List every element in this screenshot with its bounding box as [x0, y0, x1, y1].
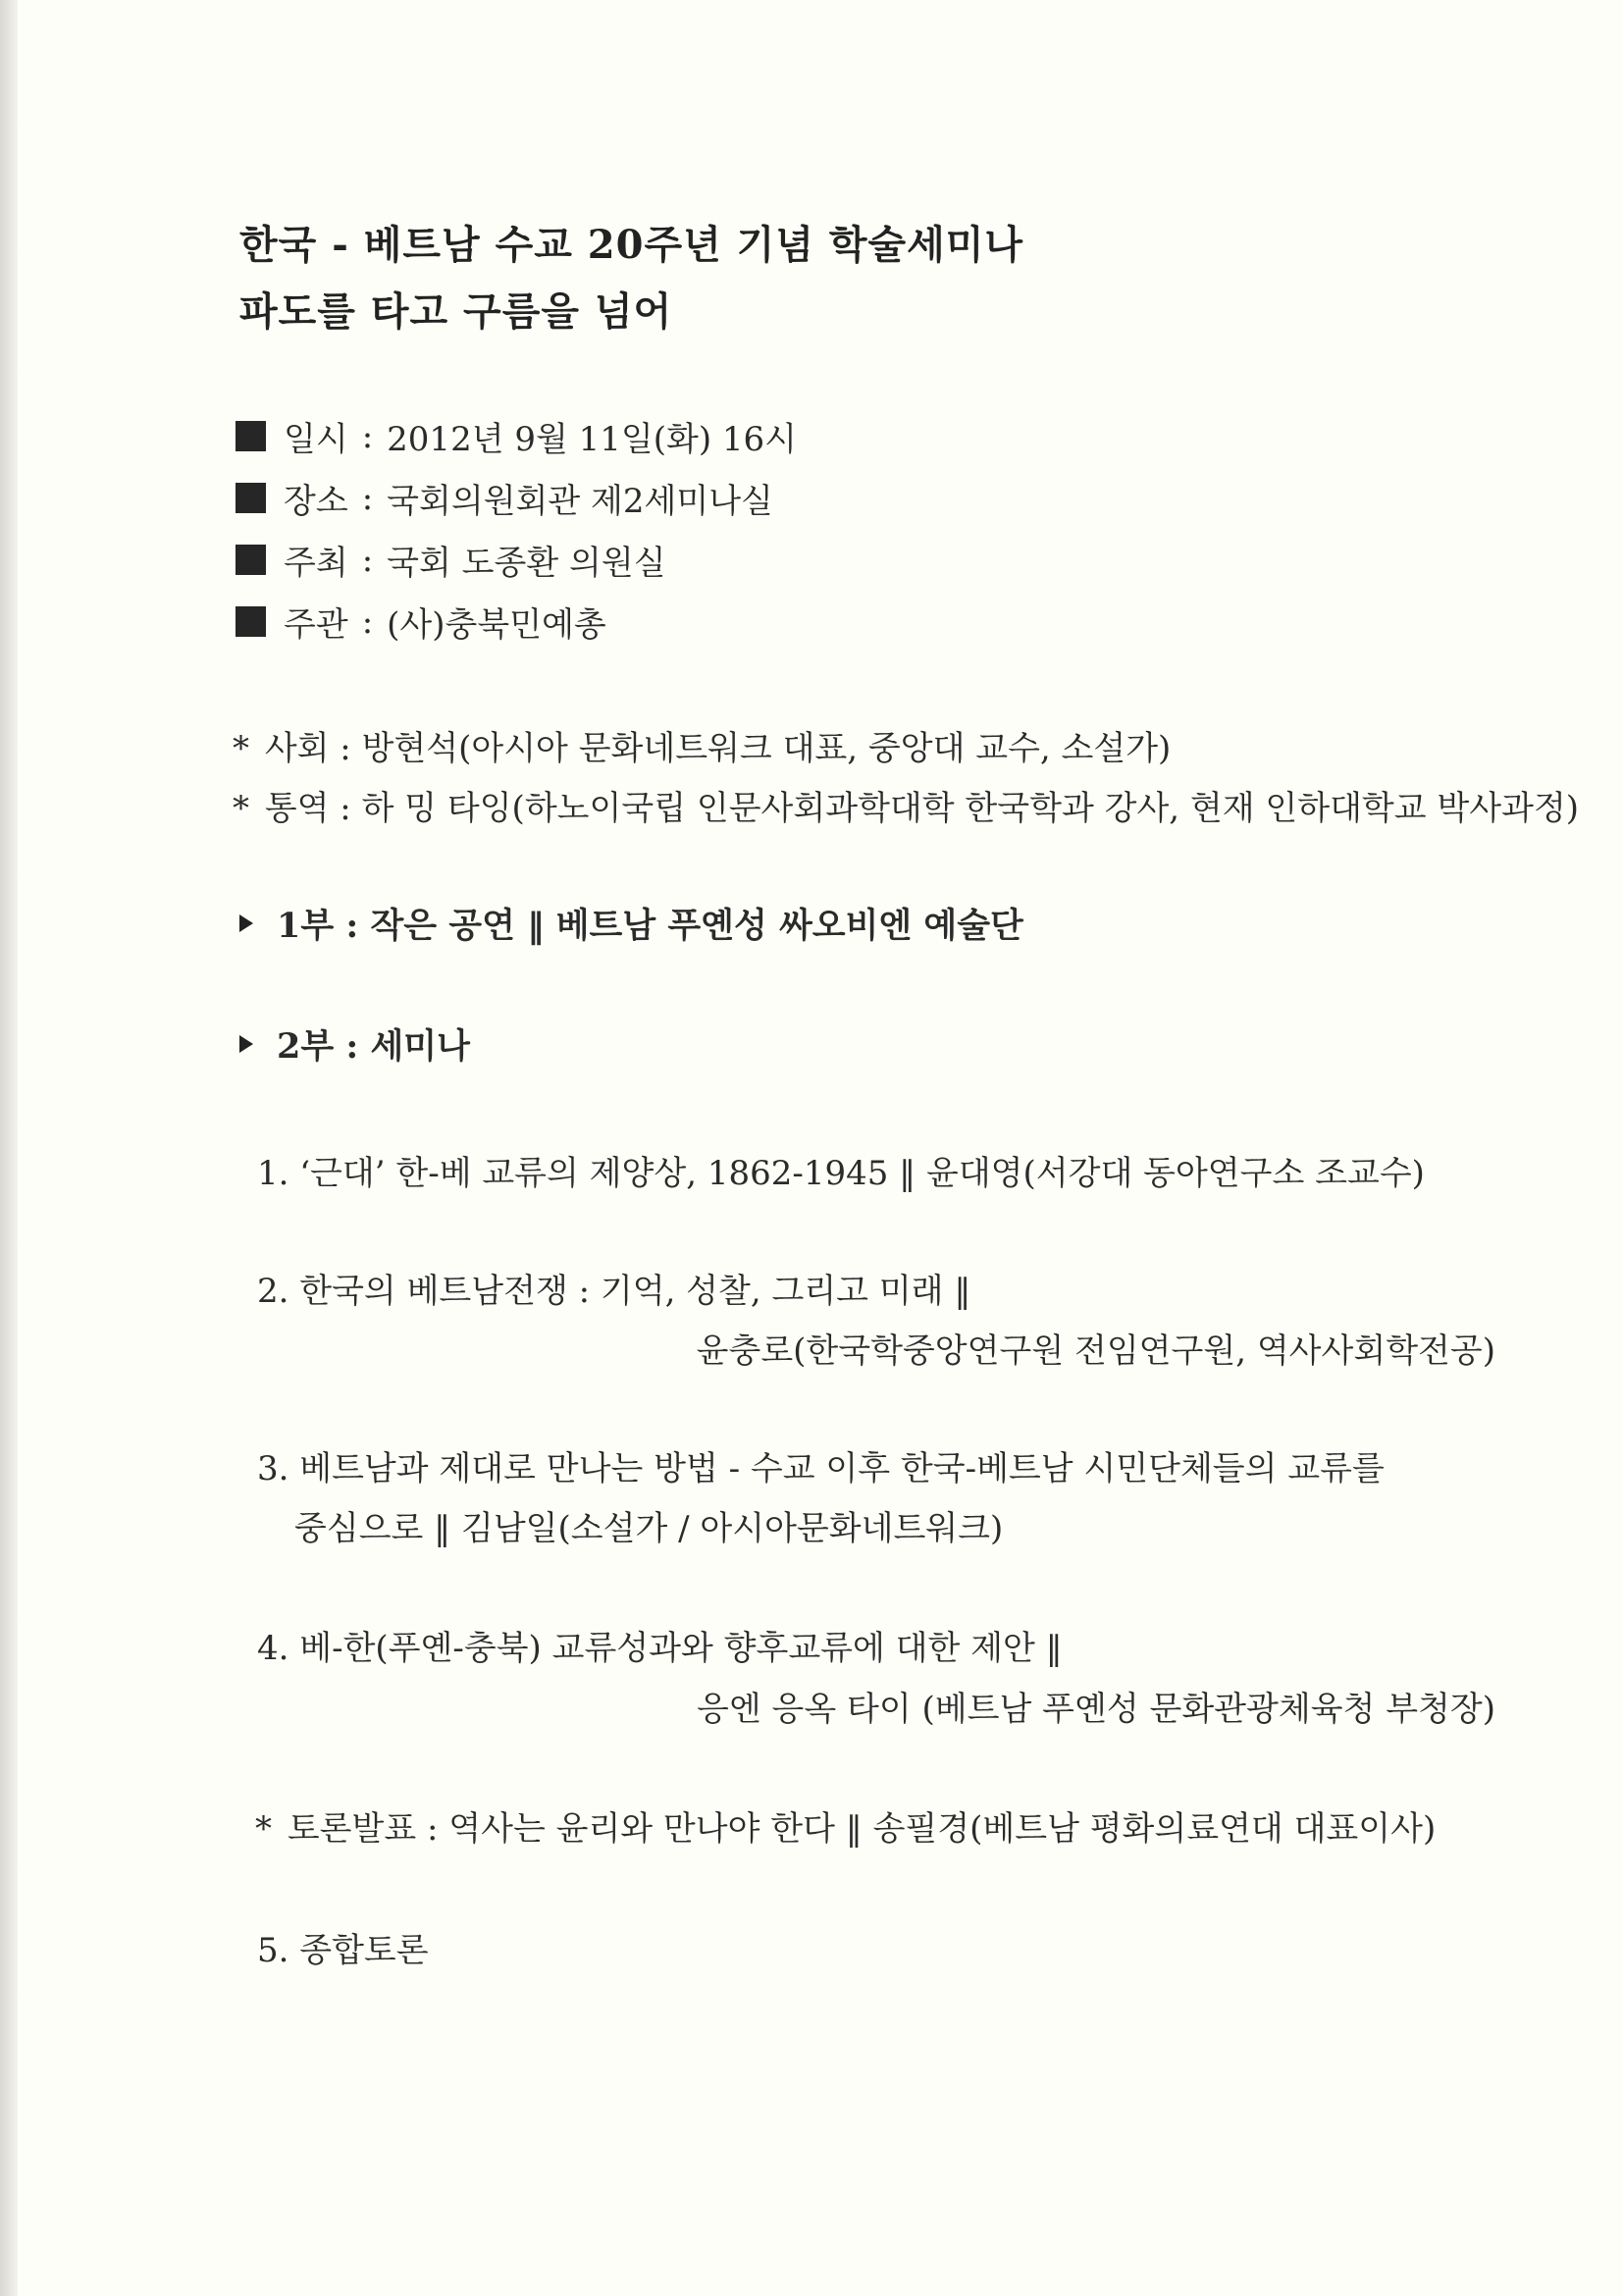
- bullet-square-icon: [236, 545, 266, 575]
- info-label: 장소: [284, 482, 348, 521]
- info-label: 일시: [284, 420, 348, 459]
- session-item-4-line-2: 응엔 응옥 타이 (베트남 푸옌성 문화관광체육청 부청장): [697, 1690, 1495, 1729]
- info-label: 주관: [284, 605, 348, 645]
- part-1-heading: 1부 : 작은 공연 ‖ 베트남 푸옌성 싸오비엔 예술단: [239, 899, 1023, 948]
- info-value: 국회 도종환 의원실: [387, 544, 666, 583]
- bullet-square-icon: [236, 606, 266, 637]
- triangle-right-icon: [239, 1035, 253, 1053]
- info-row-host-org: 주최 : 국회 도종환 의원실: [236, 536, 666, 584]
- session-item-3-line-2: 중심으로 ‖ 김남일(소설가 / 아시아문화네트워크): [294, 1509, 1004, 1548]
- info-value: 2012년 9월 11일(화) 16시: [387, 420, 798, 459]
- scan-edge: [0, 0, 18, 2296]
- bullet-square-icon: [236, 421, 266, 451]
- title-line-2: 파도를 타고 구름을 넘어: [239, 288, 673, 335]
- bullet-square-icon: [236, 483, 266, 513]
- info-row-date: 일시 : 2012년 9월 11일(화) 16시: [236, 412, 797, 460]
- asterisk-icon: *: [255, 1809, 272, 1849]
- session-item-4-line-1: 4. 베-한(푸옌-충북) 교류성과와 향후교류에 대한 제안 ‖: [257, 1629, 1063, 1668]
- discussion-note: * 토론발표 : 역사는 윤리와 만나야 한다 ‖ 송필경(베트남 평화의료연대 대표이사): [255, 1809, 1437, 1849]
- triangle-right-icon: [239, 914, 253, 932]
- session-item-5: 5. 종합토론: [257, 1931, 429, 1970]
- session-item-3-line-1: 3. 베트남과 제대로 만나는 방법 - 수교 이후 한국-베트남 시민단체들의 교류를: [257, 1449, 1385, 1488]
- info-value: (사)충북민예총: [387, 605, 606, 645]
- part-2-heading: 2부 : 세미나: [239, 1019, 470, 1069]
- session-item-2-line-1: 2. 한국의 베트남전쟁 : 기억, 성찰, 그리고 미래 ‖: [257, 1272, 971, 1311]
- session-item-1: 1. ‘근대’ 한-베 교류의 제양상, 1862-1945 ‖ 윤대영(서강대 동아연구소 조교수): [257, 1154, 1425, 1193]
- asterisk-icon: *: [233, 729, 249, 768]
- title-line-1: 한국 - 베트남 수교 20주년 기념 학술세미나: [239, 222, 1024, 268]
- info-value: 국회의원회관 제2세미나실: [387, 482, 773, 521]
- info-row-venue: 장소 : 국회의원회관 제2세미나실: [236, 474, 773, 522]
- note-host: * 사회 : 방현석(아시아 문화네트워크 대표, 중앙대 교수, 소설가): [233, 729, 1172, 768]
- info-label: 주최: [284, 544, 348, 583]
- info-row-organizer: 주관 : (사)충북민예총: [236, 598, 606, 646]
- asterisk-icon: *: [233, 789, 249, 828]
- note-interpreter: * 통역 : 하 밍 타잉(하노이국립 인문사회과학대학 한국학과 강사, 현재 인하대학교 박사과정): [233, 789, 1580, 828]
- session-item-2-line-2: 윤충로(한국학중앙연구원 전임연구원, 역사사회학전공): [696, 1331, 1495, 1371]
